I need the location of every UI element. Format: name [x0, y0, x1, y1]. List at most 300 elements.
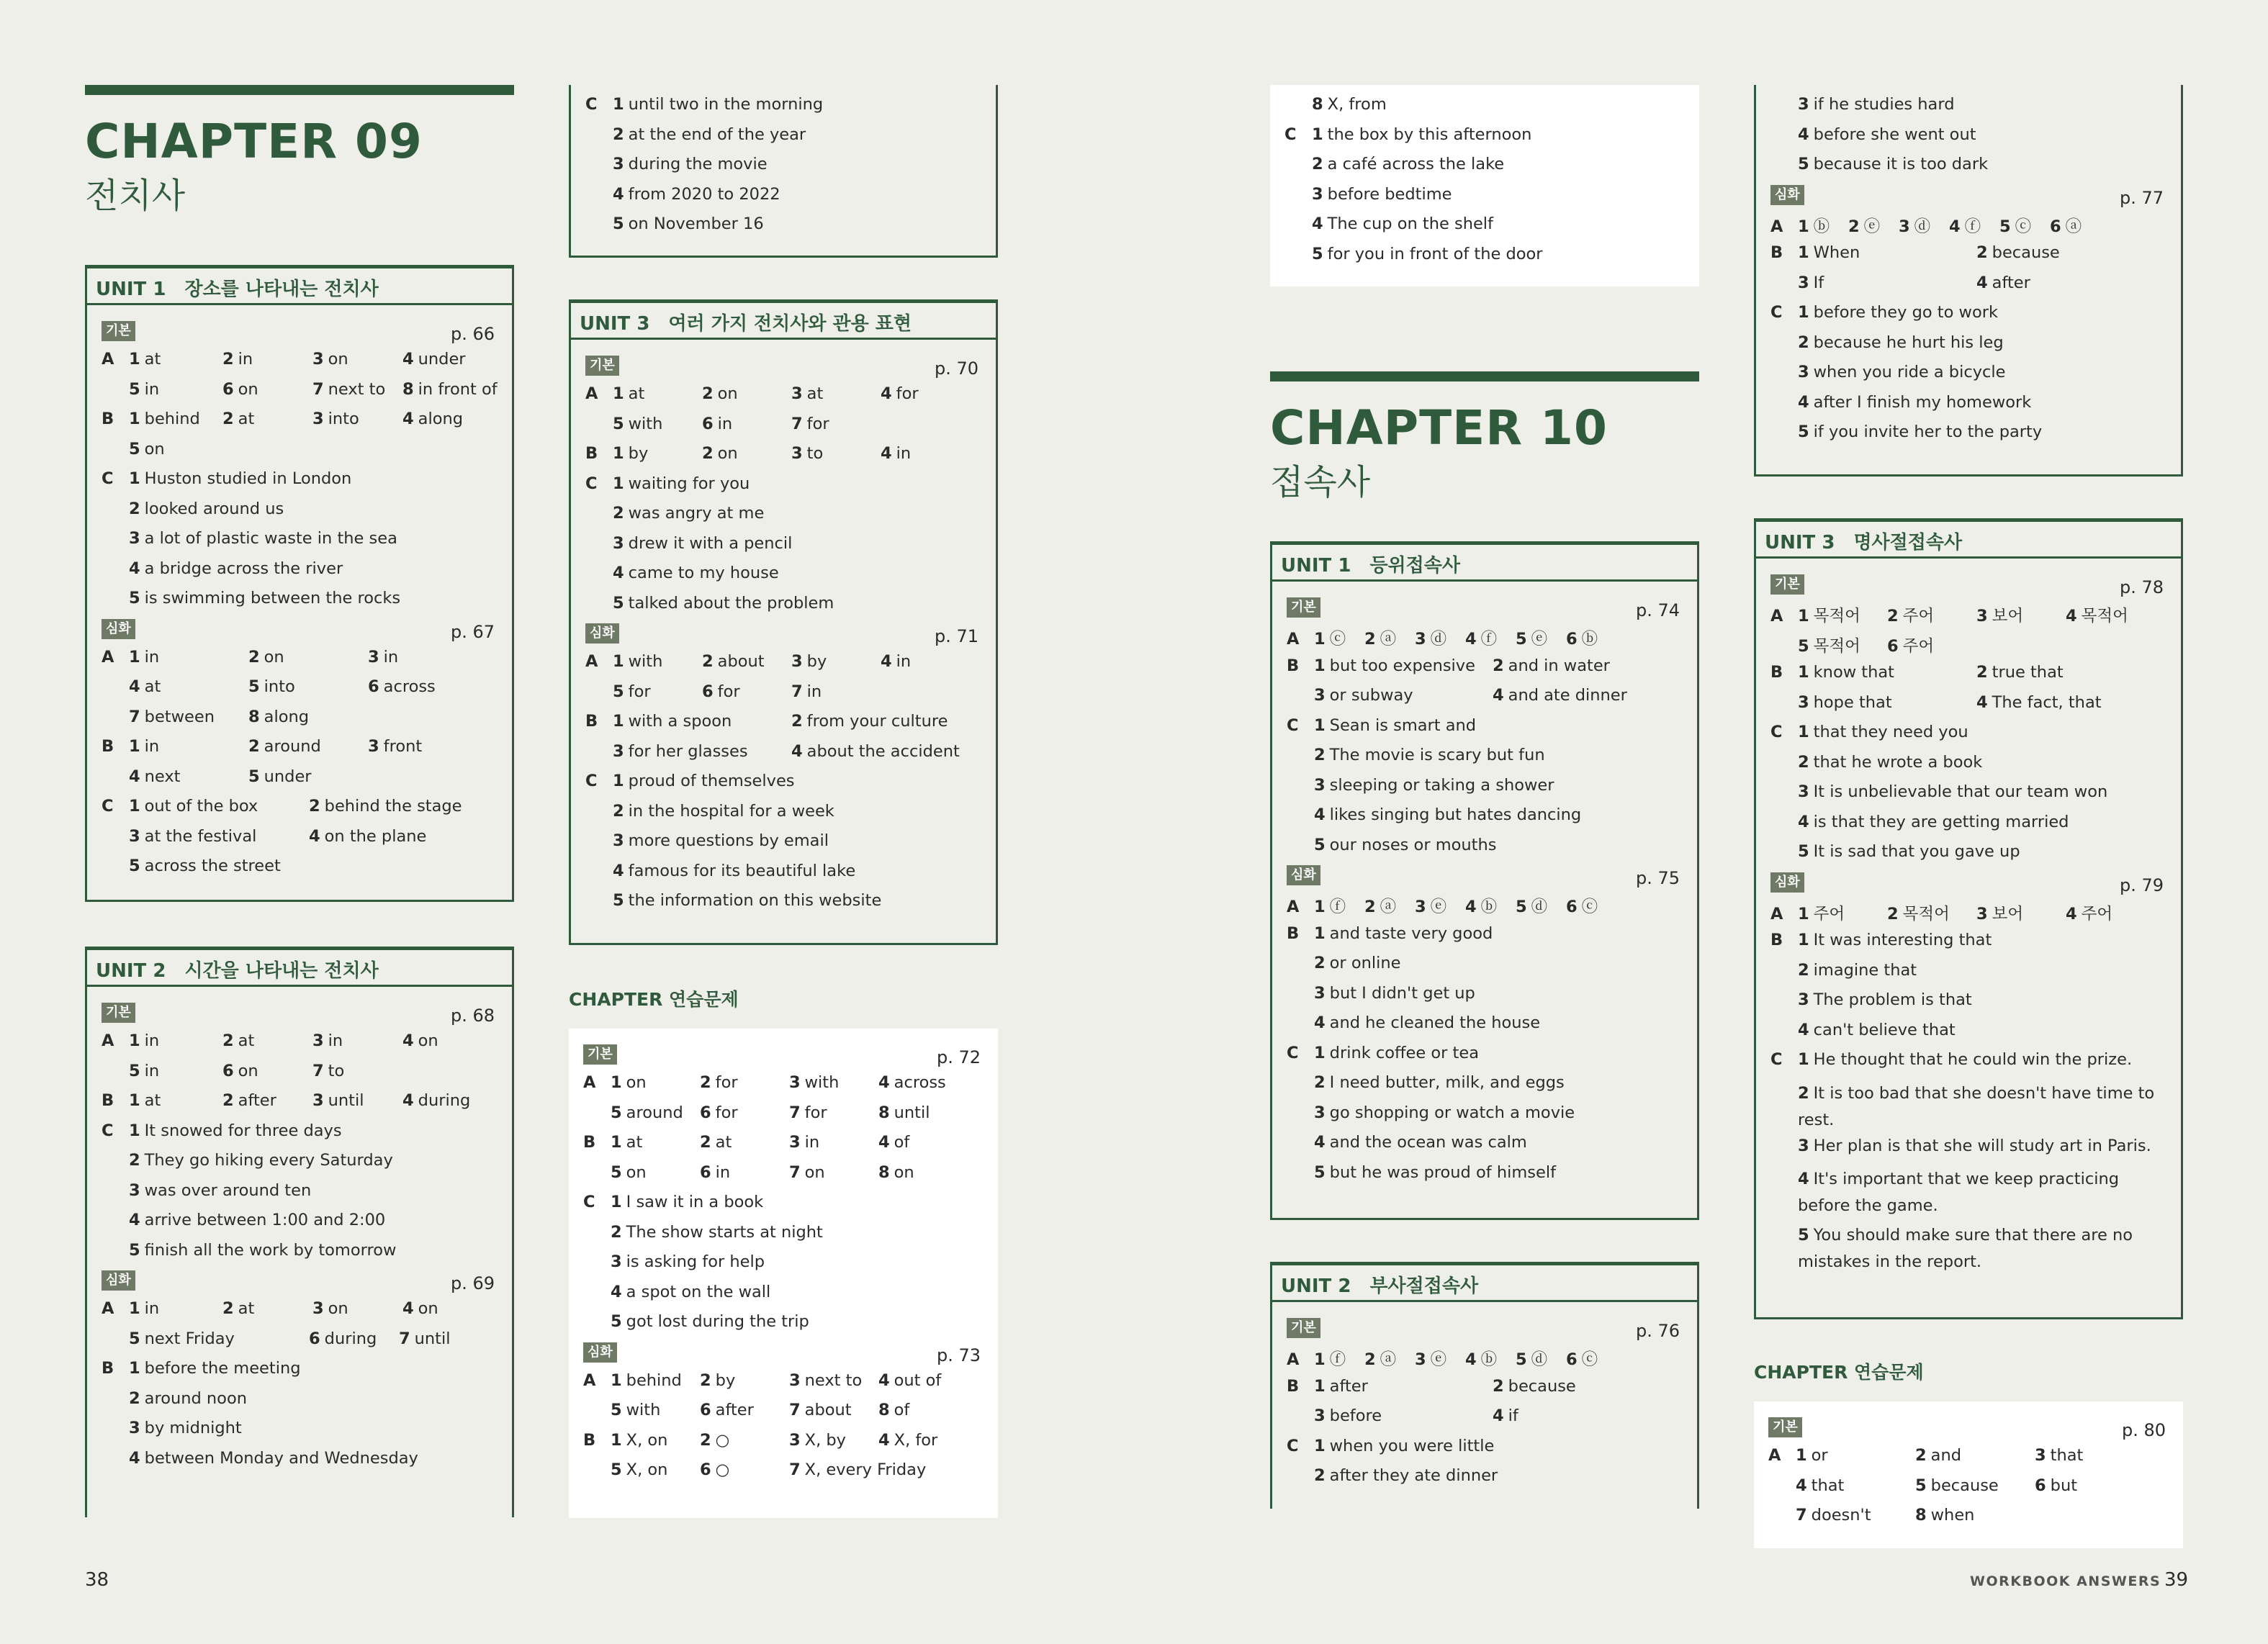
answer-row [585, 415, 981, 445]
item-answer: If [1813, 273, 1824, 292]
answer-item [789, 1431, 878, 1450]
item-answer: The movie is scary but fun [1329, 746, 1545, 764]
answer-list [583, 1073, 984, 1342]
answer-item [129, 1031, 222, 1050]
item-number: 4 [613, 184, 624, 204]
item-number: 5 [1314, 1162, 1326, 1182]
answer-item [1798, 125, 1976, 144]
item-number: 3 [1415, 898, 1426, 916]
answer-item [613, 125, 806, 144]
answer-item [791, 444, 881, 463]
item-answer: the box by this afternoon [1327, 125, 1532, 144]
item-answer: the information on this website [628, 891, 882, 910]
answer-item [791, 652, 881, 671]
item-answer: for [804, 1103, 827, 1122]
item-answer: next to [328, 379, 386, 399]
answer-item [700, 1073, 789, 1092]
answer-item [1915, 1446, 2035, 1465]
answer-row [102, 737, 498, 767]
item-number: 3 [1798, 363, 1809, 381]
unit-3-answer-box [569, 338, 998, 945]
answer-item [222, 1299, 312, 1318]
answer-row [1770, 155, 2166, 185]
item-answer: I saw it in a book [626, 1193, 764, 1211]
item-number: 3 [613, 741, 624, 761]
item-number: 5 [611, 1312, 622, 1331]
advanced-tag: 심화 [1770, 185, 1804, 205]
answer-item [1899, 214, 1949, 237]
answer-item [1798, 1226, 2133, 1271]
answer-item [611, 1193, 763, 1211]
item-number: 2 [1798, 333, 1809, 352]
item-answer: X, on [626, 1430, 668, 1450]
item-number: 3 [1798, 273, 1809, 292]
item-answer: The problem is that [1813, 990, 1972, 1009]
item-number: 5 [248, 767, 260, 786]
answer-item [881, 652, 970, 671]
section-letter: A [1287, 630, 1300, 649]
answer-row [1284, 125, 1685, 155]
item-answer: under [264, 767, 312, 786]
section-letter: C [585, 474, 598, 493]
section-letter: B [1770, 931, 1783, 949]
answer-list [1770, 214, 2166, 453]
item-answer: and [1930, 1446, 1961, 1465]
item-number: 4 [402, 1031, 414, 1050]
advanced-tag: 심화 [585, 623, 619, 643]
advanced-section-header [585, 623, 981, 648]
item-answer: The show starts at night [626, 1222, 823, 1242]
item-answer: around noon [144, 1388, 247, 1408]
item-number: 5 [129, 857, 140, 875]
item-number: 6 [222, 1061, 234, 1080]
item-answer: 보어 [1992, 607, 2024, 625]
answer-item [1798, 931, 1992, 949]
answer-item [1798, 693, 1976, 712]
answer-item [129, 410, 222, 428]
answer-item [2066, 603, 2155, 626]
item-number: 1 [129, 469, 140, 488]
item-answer: in [717, 414, 733, 433]
answer-item [222, 1062, 312, 1080]
item-number: 1 [611, 1370, 622, 1390]
item-number: 2 [1798, 752, 1809, 772]
item-answer: in front of [418, 379, 498, 399]
basic-tag: 기본 [1768, 1417, 1802, 1437]
item-number: 1 [611, 1430, 622, 1450]
item-answer: by [628, 444, 649, 463]
answer-row [102, 857, 498, 887]
item-number: 6 [702, 414, 714, 433]
item-answer: arrive between 1:00 and 2:00 [144, 1211, 386, 1229]
item-number: 3 [129, 529, 140, 548]
item-number: 5 [129, 1329, 140, 1348]
item-number: 2 [248, 737, 260, 756]
answer-row [1770, 901, 2166, 931]
answer-row [583, 1133, 984, 1163]
section-letter: A [1287, 898, 1300, 916]
item-number: 1 [1314, 715, 1326, 735]
item-number: 4 [1465, 630, 1477, 649]
item-number: 2 [129, 1151, 140, 1170]
answer-row [1287, 1163, 1683, 1193]
item-number: 6 [1887, 636, 1899, 656]
item-number: 3 [1312, 184, 1323, 204]
item-answer: under [418, 350, 466, 369]
item-number: 5 [1915, 1476, 1927, 1495]
item-answer: It snowed for three days [144, 1121, 342, 1140]
item-answer: ⓐ [1380, 630, 1397, 649]
answer-item [129, 1329, 309, 1348]
item-number: 4 [611, 1282, 622, 1301]
item-answer: ⓕ [1480, 630, 1498, 649]
item-number: 7 [1796, 1506, 1807, 1525]
answer-item [702, 652, 791, 671]
item-answer: a café across the lake [1327, 155, 1505, 173]
answer-item [1314, 1133, 1527, 1152]
section-letter: B [1287, 656, 1300, 675]
answer-item [1312, 245, 1543, 263]
item-number: 7 [129, 707, 140, 726]
answer-item [402, 1031, 492, 1050]
item-number: 2 [1493, 1376, 1504, 1396]
item-answer: because he hurt his leg [1813, 333, 2004, 352]
section-letter: C [1287, 715, 1299, 735]
item-number: 2 [1312, 155, 1323, 173]
item-number: 6 [1566, 630, 1578, 649]
item-answer: on [238, 379, 258, 399]
answer-list [102, 350, 498, 619]
item-answer: until [414, 1329, 451, 1348]
item-answer: about [717, 652, 765, 671]
item-answer: on [717, 384, 738, 403]
basic-section-header [1287, 597, 1683, 622]
advanced-section-header [583, 1342, 984, 1367]
item-number: 5 [611, 1103, 622, 1122]
answer-row [585, 594, 981, 624]
answer-item [222, 410, 312, 428]
answer-item [1314, 1377, 1493, 1396]
section-letter: A [585, 652, 598, 671]
item-answer: when you ride a bicycle [1813, 363, 2006, 381]
answer-item [878, 1163, 968, 1182]
item-number: 4 [129, 767, 140, 786]
page-ref: p. 70 [934, 358, 978, 379]
item-number: 1 [1798, 607, 1809, 625]
section-letter: B [102, 410, 114, 428]
answer-row [1770, 95, 2166, 125]
item-number: 3 [1798, 95, 1809, 114]
section-letter: C [585, 95, 598, 114]
item-number: 3 [789, 1370, 801, 1390]
answer-row [583, 1431, 984, 1461]
answer-item [702, 682, 791, 701]
answer-item [1314, 954, 1400, 972]
answer-item [222, 1031, 312, 1050]
item-number: 3 [1798, 692, 1809, 712]
answer-item [129, 1091, 222, 1110]
answer-row [583, 1252, 984, 1283]
answer-item [1887, 603, 1976, 626]
answer-row [1770, 1021, 2166, 1051]
item-answer: It's important that we keep practicing before the game. [1798, 1170, 2120, 1215]
basic-tag: 기본 [1287, 597, 1320, 618]
item-answer: or [1811, 1446, 1828, 1465]
answer-row [585, 474, 981, 505]
answer-item [309, 827, 489, 846]
answer-item [248, 767, 368, 786]
item-number: 4 [1314, 805, 1326, 824]
item-number: 4 [1493, 686, 1504, 705]
item-number: 3 [312, 350, 324, 369]
item-number: 1 [1798, 904, 1809, 923]
answer-row [102, 1211, 498, 1241]
answer-item [312, 1091, 402, 1110]
unit-2-continued-box [569, 85, 998, 258]
item-number: 5 [1798, 155, 1809, 173]
answer-row [102, 410, 498, 440]
item-answer: 목적어 [2081, 607, 2128, 625]
answer-row [1287, 1377, 1683, 1407]
item-number: 1 [613, 652, 624, 671]
item-number: 3 [791, 444, 803, 463]
item-answer: more questions by email [628, 831, 829, 850]
page-ref: p. 77 [2119, 187, 2164, 208]
item-answer: in [896, 444, 912, 463]
answer-row [102, 350, 498, 380]
item-number: 5 [613, 214, 624, 233]
answer-item [1798, 243, 1976, 262]
item-answer: The cup on the shelf [1327, 214, 1493, 233]
answer-list [1287, 894, 1683, 1193]
item-answer: famous for its beautiful lake [628, 861, 856, 880]
answer-item [791, 682, 881, 701]
basic-section-header [583, 1044, 984, 1069]
item-answer: You should make sure that there are no mistakes in the report. [1798, 1226, 2133, 1271]
advanced-tag: 심화 [583, 1342, 617, 1363]
item-answer: ⓐ [2065, 217, 2082, 236]
answer-item [791, 384, 881, 403]
unit-1-answer-box [1270, 579, 1699, 1220]
item-answer: during [418, 1091, 471, 1110]
answer-item [613, 712, 791, 731]
item-number: 5 [611, 1460, 622, 1479]
item-answer: 주어 [2081, 904, 2113, 923]
item-answer: on [626, 1073, 647, 1092]
answer-item [789, 1133, 878, 1152]
answer-item [1465, 1347, 1516, 1370]
item-number: 1 [129, 1121, 140, 1140]
answer-item [368, 737, 487, 756]
item-number: 5 [129, 439, 140, 459]
item-answer: across [383, 677, 436, 696]
item-number: 2 [613, 504, 624, 523]
answer-row [1287, 686, 1683, 716]
item-answer: ⓓ [1914, 217, 1931, 236]
item-answer: with [628, 414, 663, 433]
column-3 [1270, 85, 1699, 1509]
answer-row [102, 1419, 498, 1449]
item-number: 4 [309, 826, 320, 846]
item-answer: ⓔ [1863, 217, 1881, 236]
section-letter: A [1770, 217, 1783, 236]
answer-item [129, 500, 284, 518]
item-answer: on [328, 1299, 348, 1318]
item-number: 2 [702, 384, 714, 403]
item-number: 4 [791, 741, 803, 761]
item-answer: in [328, 1031, 343, 1050]
answer-item [402, 1299, 492, 1318]
item-number: 2 [700, 1370, 711, 1390]
item-number: 4 [881, 652, 892, 671]
answer-row [1284, 245, 1685, 275]
item-number: 1 [1798, 303, 1809, 322]
answer-row [585, 772, 981, 802]
answer-item [1312, 185, 1452, 204]
item-answer: It is too bad that she doesn't have time to rest. [1798, 1083, 2155, 1129]
item-number: 1 [1798, 243, 1809, 262]
item-number: 5 [129, 379, 140, 399]
unit-1-header: UNIT 1 등위접속사 [1270, 541, 1699, 579]
item-answer: on [804, 1162, 825, 1182]
answer-item [1312, 95, 1387, 114]
item-number: 1 [129, 1299, 140, 1318]
answer-row [1770, 1222, 2166, 1278]
item-number: 2 [1848, 217, 1860, 236]
item-answer: behind the stage [324, 797, 462, 816]
item-answer: along [418, 410, 464, 428]
answer-item [613, 214, 764, 233]
answer-row [1770, 753, 2166, 783]
item-answer: by [715, 1370, 736, 1390]
answer-item [878, 1133, 968, 1152]
answer-row [102, 1151, 498, 1181]
chapter-rule [85, 85, 514, 95]
section-letter: A [102, 350, 114, 369]
answer-row [102, 440, 498, 470]
answer-item [1798, 961, 1917, 980]
item-answer: ⓒ [1581, 1350, 1598, 1369]
item-answer: about [804, 1401, 852, 1419]
answer-row [585, 682, 981, 713]
item-number: 6 [368, 677, 379, 696]
answer-item [129, 1211, 385, 1229]
item-number: 4 [1798, 125, 1809, 144]
item-answer: for her glasses [628, 741, 748, 761]
answer-item [129, 380, 222, 399]
item-answer: ⓑ [1480, 1350, 1498, 1369]
answer-item [1796, 1476, 1915, 1495]
section-letter: A [102, 1299, 114, 1318]
answer-item [611, 1431, 700, 1450]
answer-row [1770, 393, 2166, 423]
answer-row [1284, 95, 1685, 125]
answer-item [1493, 686, 1671, 705]
item-answer: in [144, 379, 160, 399]
answer-row [585, 125, 981, 155]
chapter-09-subtitle: 전치사 [85, 176, 186, 216]
advanced-section-header [1770, 872, 2166, 897]
answer-row [1287, 1347, 1683, 1377]
item-number: 8 [1312, 95, 1323, 114]
item-number: 2 [1364, 1350, 1376, 1369]
chapter-10-subtitle: 접속사 [1270, 462, 1371, 502]
basic-tag: 기본 [1287, 1318, 1320, 1338]
answer-row [583, 1223, 984, 1253]
item-answer: a spot on the wall [626, 1282, 771, 1301]
unit-3-answer-box [1754, 556, 2183, 1319]
item-number: 1 [613, 384, 624, 403]
item-answer: before [1329, 1406, 1382, 1425]
answer-item [1798, 663, 1976, 682]
answer-row [102, 380, 498, 410]
item-answer: ⓕ [1329, 898, 1346, 916]
answer-item [2050, 214, 2100, 237]
answer-item [1516, 1347, 1566, 1370]
answer-item [613, 564, 779, 582]
item-answer: got lost during the trip [626, 1312, 809, 1331]
answer-list [1770, 95, 2166, 185]
basic-section-header [1287, 1318, 1683, 1342]
item-answer: in the hospital for a week [628, 801, 834, 821]
item-number: 8 [878, 1162, 890, 1182]
item-answer: on [894, 1162, 914, 1182]
answer-item [789, 1371, 878, 1390]
answer-item [1314, 984, 1475, 1003]
answer-row [1770, 603, 2166, 633]
item-number: 3 [789, 1073, 801, 1092]
item-number: 4 [878, 1073, 890, 1092]
answer-item [700, 1133, 789, 1152]
item-answer: likes singing but hates dancing [1329, 805, 1582, 824]
item-answer: imagine that [1813, 960, 1917, 980]
item-answer: until [328, 1091, 364, 1110]
item-answer: to [806, 444, 824, 463]
item-answer: when [1930, 1506, 1975, 1525]
item-answer: ⓔ [1430, 1350, 1447, 1369]
answer-row [585, 95, 981, 125]
item-answer: X, from [1327, 95, 1387, 114]
item-answer: in [144, 1061, 160, 1080]
item-number: 3 [791, 384, 803, 403]
answer-row [583, 1312, 984, 1342]
item-number: 7 [789, 1401, 801, 1419]
answer-item [1493, 1406, 1671, 1425]
item-number: 3 [611, 1252, 622, 1271]
item-answer: 주어 [1813, 904, 1845, 923]
item-number: 1 [613, 712, 624, 731]
answer-item [1887, 633, 1976, 656]
item-number: 4 [1314, 1013, 1326, 1032]
answer-item [2035, 1476, 2154, 1495]
item-number: 5 [1798, 842, 1809, 861]
answer-row [1770, 363, 2166, 393]
item-answer: next Friday [144, 1329, 235, 1348]
answer-row [1287, 626, 1683, 656]
item-answer: was angry at me [628, 504, 765, 523]
answer-item [309, 797, 489, 816]
item-number: 3 [1415, 630, 1426, 649]
item-number: 5 [248, 677, 260, 696]
answer-list [1284, 95, 1685, 274]
item-answer: on [144, 439, 165, 459]
answer-row [1287, 656, 1683, 687]
item-number: 6 [2050, 217, 2061, 236]
answer-item [881, 444, 970, 463]
item-answer: at [238, 1031, 255, 1050]
item-answer: looked around us [144, 499, 284, 518]
answer-item [129, 1241, 396, 1260]
